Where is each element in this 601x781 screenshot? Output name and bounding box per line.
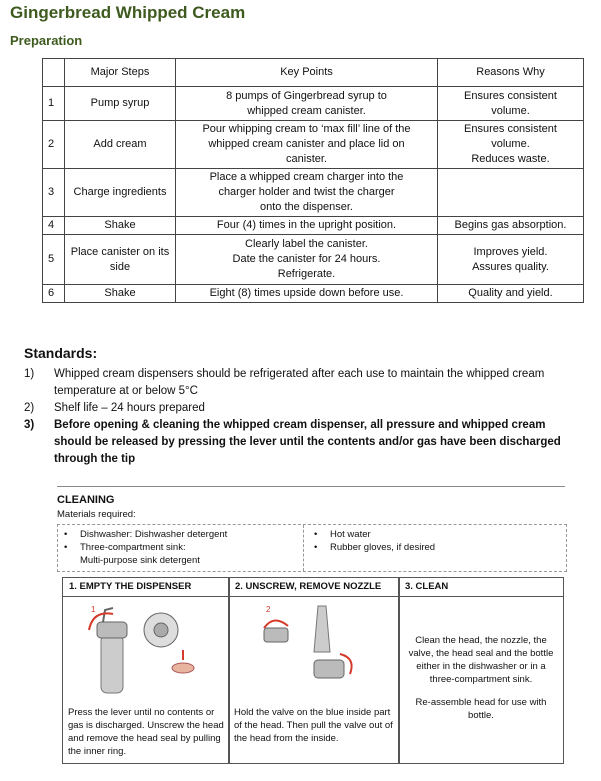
- key-points: [176, 235, 438, 285]
- reasons-why: [438, 235, 584, 285]
- step-name: Pump syrup: [65, 87, 176, 121]
- step-name: Place canister on its side: [65, 235, 176, 285]
- cell-line: Ensures consistent: [464, 123, 557, 135]
- table-row: [43, 285, 584, 303]
- cell-line: Eight (8) times upside down before use.: [209, 287, 404, 299]
- dispenser-illustration: [83, 600, 213, 695]
- panel-heading: 3. CLEAN: [399, 578, 563, 597]
- header-key-points: Key Points: [176, 59, 438, 87]
- step-name: Shake: [65, 285, 176, 303]
- table-row: [43, 217, 584, 235]
- cell-line: volume.: [491, 138, 530, 150]
- rotate-arrow-icon: [264, 620, 288, 628]
- step-number: 1: [43, 87, 65, 121]
- table-row: [43, 87, 584, 121]
- cell-line: 8 pumps of Gingerbread syrup to: [226, 89, 387, 102]
- ring-icon: [172, 663, 194, 673]
- cell-line: Refrigerate.: [277, 268, 336, 280]
- step-number: 4: [43, 217, 65, 235]
- step-number: 6: [43, 285, 65, 303]
- table-row: [43, 169, 584, 217]
- step-number: 2: [43, 121, 65, 169]
- table-header-row: [43, 59, 584, 87]
- standards-list: [24, 366, 584, 468]
- material-item: • Three-compartment sink:: [64, 542, 186, 553]
- panel-instructions: Hold the valve on the blue inside part of the head. Then pull the valve out of the head from the inside.: [234, 707, 393, 744]
- reasons-why: [438, 87, 584, 121]
- material-item: Multi-purpose sink detergent: [80, 555, 200, 566]
- step-name: Shake: [65, 217, 176, 235]
- key-points: [176, 217, 438, 235]
- standards-item-text: Shelf life – 24 hours prepared: [54, 402, 205, 414]
- header-reasons-why: Reasons Why: [438, 59, 584, 87]
- panel-instructions: Press the lever until no contents or gas is discharged. Unscrew the head and remove the head seal by pulling the inner ring.: [68, 707, 224, 757]
- step-label: 1: [91, 605, 96, 614]
- seal-icon: [154, 623, 168, 637]
- nozzle-illustration: [244, 600, 384, 695]
- header-major-steps: Major Steps: [65, 59, 176, 87]
- table-row: [43, 235, 584, 285]
- preparation-table: [42, 58, 584, 303]
- reasons-why: [438, 285, 584, 303]
- header-blank: [43, 59, 65, 87]
- canister-icon: [101, 635, 123, 693]
- materials-right: [314, 528, 435, 554]
- standards-item-number: 1): [24, 368, 35, 380]
- standards-item: [24, 366, 584, 400]
- cell-line: Clearly label the canister.: [245, 238, 368, 250]
- head-icon: [264, 628, 288, 642]
- cell-line: Assures quality.: [472, 260, 549, 273]
- key-points: [176, 121, 438, 169]
- standards-item-text: Whipped cream dispensers should be refrigerated after each use to maintain the whipped cream temperature at or below 5°C: [54, 368, 545, 397]
- step-number: 3: [43, 169, 65, 217]
- step-name: Add cream: [65, 121, 176, 169]
- section-divider: [57, 486, 565, 487]
- standards-item: [24, 400, 584, 417]
- section-title-preparation: Preparation: [10, 33, 83, 48]
- cell-line: Ensures consistent: [464, 89, 557, 102]
- lever-icon: [103, 608, 113, 622]
- table-row: [43, 121, 584, 169]
- cell-line: whipped cream canister and place lid on: [208, 138, 405, 150]
- valve-head-icon: [314, 660, 344, 678]
- step-number: 5: [43, 235, 65, 285]
- materials-left: [64, 528, 227, 567]
- material-item: • Hot water: [314, 529, 371, 540]
- panel-remove-nozzle: [228, 577, 400, 764]
- page-title: Gingerbread Whipped Cream: [10, 3, 246, 22]
- cleaning-panels: [62, 577, 562, 762]
- cell-line: Improves yield.: [473, 245, 548, 258]
- panel-heading: 2. UNSCREW, REMOVE NOZZLE: [229, 578, 399, 597]
- standards-item: [24, 417, 584, 468]
- cell-line: onto the dispenser.: [260, 201, 353, 213]
- key-points: [176, 285, 438, 303]
- step-label: 2: [266, 605, 271, 614]
- key-points: [176, 87, 438, 121]
- material-item: • Dishwasher: Dishwasher detergent: [64, 529, 228, 540]
- cell-line: Reduces waste.: [471, 153, 550, 165]
- cleaning-title: CLEANING: [57, 494, 115, 506]
- materials-label: Materials required:: [57, 509, 136, 520]
- reasons-why: [438, 169, 584, 217]
- cell-line: Four (4) times in the upright position.: [216, 219, 397, 231]
- cell-line: charger holder and twist the charger: [218, 186, 395, 198]
- standards-item-text: Before opening & cleaning the whipped cream dispenser, all pressure and whipped cream should be released by pressing the lever until the contents and/or gas have been discharged through the tip: [54, 419, 561, 465]
- standards-title: Standards:: [24, 345, 98, 361]
- cell-line: Date the canister for 24 hours.: [232, 253, 381, 265]
- nozzle-icon: [314, 606, 330, 652]
- reasons-why: [438, 121, 584, 169]
- cell-line: whipped cream canister.: [247, 104, 366, 117]
- cell-line: Pour whipping cream to ‘max fill’ line of the: [202, 123, 411, 135]
- cell-line: Place a whipped cream charger into the: [209, 171, 404, 183]
- cell-line: canister.: [286, 153, 327, 165]
- panel-empty-dispenser: [62, 577, 230, 764]
- materials-divider: [303, 525, 304, 571]
- material-item: • Rubber gloves, if desired: [314, 542, 436, 553]
- step-name: Charge ingredients: [65, 169, 176, 217]
- cell-line: Quality and yield.: [468, 287, 553, 299]
- cell-line: Begins gas absorption.: [454, 219, 567, 231]
- panel-clean: [398, 577, 564, 764]
- panel-instructions: Clean the head, the nozzle, the valve, the head seal and the bottle either in the dishwasher or in a three-compartment sink.: [408, 635, 554, 685]
- standards-item-number: 2): [24, 402, 35, 414]
- head-icon: [97, 622, 127, 638]
- panel-instructions-reassemble: Re-assemble head for use with bottle.: [415, 697, 547, 721]
- standards-item-number: 3): [24, 419, 35, 431]
- cell-line: volume.: [491, 104, 530, 117]
- reasons-why: [438, 217, 584, 235]
- materials-box: [57, 524, 567, 572]
- panel-heading: 1. EMPTY THE DISPENSER: [63, 578, 229, 597]
- key-points: [176, 169, 438, 217]
